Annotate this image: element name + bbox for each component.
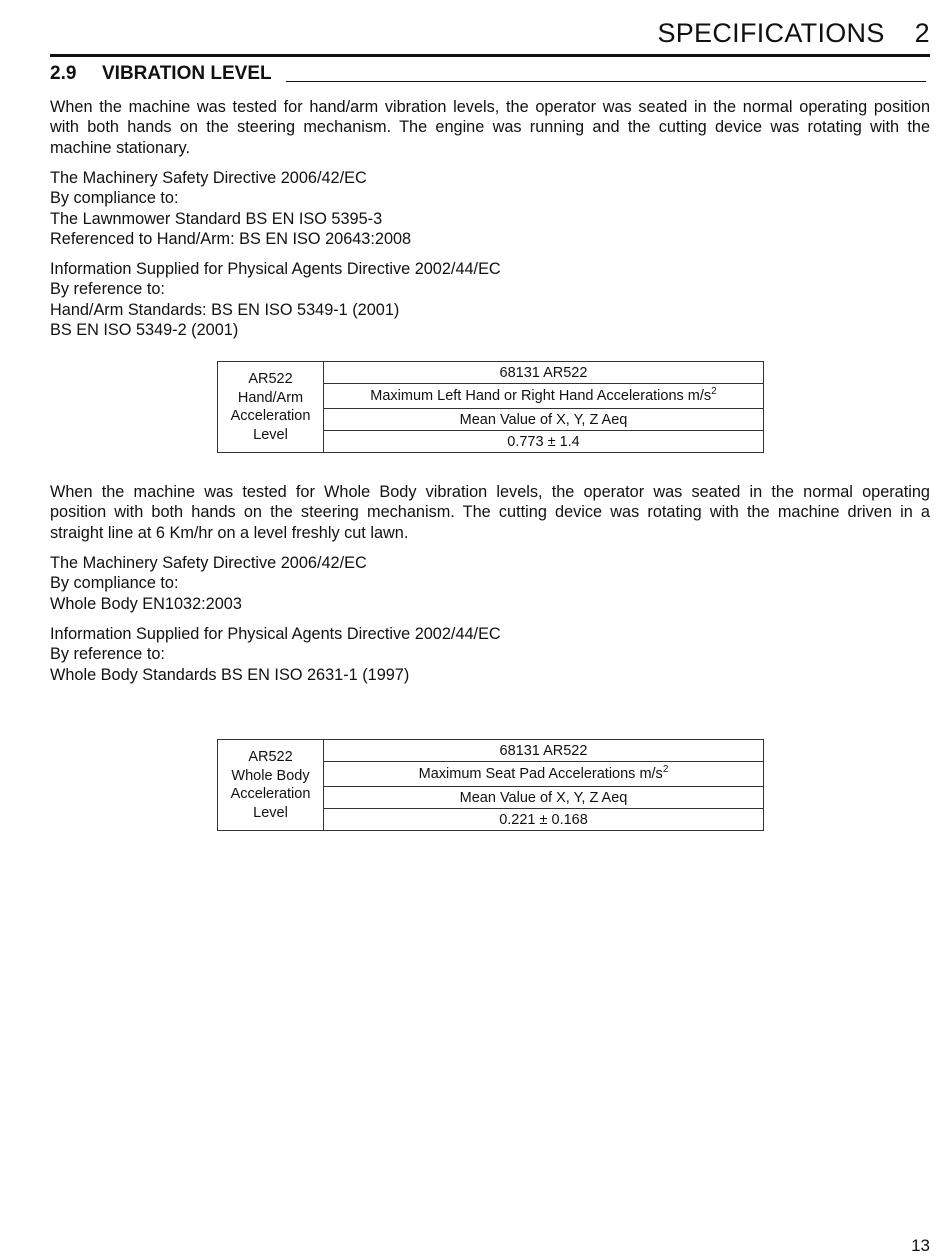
mean-cell: Mean Value of X, Y, Z Aeq: [324, 409, 764, 431]
measure-text: Maximum Left Hand or Right Hand Accelerations m/s: [370, 388, 712, 404]
hand-arm-directive-block: [50, 168, 930, 249]
whole-body-directive-block: [50, 553, 930, 614]
text-line: Referenced to Hand/Arm: BS EN ISO 20643:2008: [50, 229, 412, 248]
label-line: Acceleration: [230, 786, 311, 802]
label-line: Whole Body: [231, 767, 310, 784]
hand-arm-acceleration-table: [217, 361, 764, 453]
hand-arm-info-block: [50, 259, 930, 340]
paragraph-line: position with both hands on the steering mechanism. The cutting device was rotating with the machine driven in a: [50, 503, 930, 522]
paragraph-line: with both hands on the steering mechanism. The engine was running and the cutting device was rotating with the: [50, 118, 930, 137]
text-line: Hand/Arm Standards: BS EN ISO 5349-1 (2001): [50, 300, 400, 319]
value-cell: 0.221 ± 0.168: [324, 809, 764, 831]
measure-cell: [324, 384, 764, 409]
unit-exponent: 2: [711, 386, 717, 398]
text-line: Information Supplied for Physical Agents Directive 2002/44/EC: [50, 625, 501, 643]
measure-text: Maximum Seat Pad Accelerations m/s: [418, 766, 663, 782]
chapter-number: 2: [914, 18, 930, 48]
running-header: [657, 18, 930, 49]
header-title: SPECIFICATIONS: [657, 18, 885, 48]
paragraph-line: machine stationary.: [50, 138, 190, 157]
measure-cell: [324, 762, 764, 787]
model-cell: 68131 AR522: [324, 362, 764, 384]
text-line: By compliance to:: [50, 574, 179, 593]
text-line: Whole Body EN1032:2003: [50, 594, 242, 613]
paragraph-line: When the machine was tested for Whole Body vibration levels, the operator was seated in the normal operating: [50, 483, 930, 501]
value-cell: 0.773 ± 1.4: [324, 431, 764, 453]
whole-body-intro: [50, 482, 930, 543]
mean-cell: Mean Value of X, Y, Z Aeq: [324, 787, 764, 809]
model-cell: 68131 AR522: [324, 740, 764, 762]
text-line: By compliance to:: [50, 189, 179, 208]
label-line: Level: [253, 804, 288, 821]
table-row-label: [218, 740, 324, 831]
label-line: Hand/Arm: [237, 389, 304, 406]
text-line: Whole Body Standards BS EN ISO 2631-1 (1997): [50, 665, 410, 684]
paragraph-line: When the machine was tested for hand/arm vibration levels, the operator was seated in the normal operating position: [50, 98, 930, 116]
whole-body-acceleration-table: [217, 739, 764, 831]
label-line: AR522: [248, 749, 293, 765]
unit-exponent: 2: [662, 764, 669, 776]
text-line: Information Supplied for Physical Agents Directive 2002/44/EC: [50, 260, 501, 278]
text-line: BS EN ISO 5349-2 (2001): [50, 320, 239, 339]
section-number: 2.9: [50, 63, 77, 84]
label-line: Level: [253, 426, 288, 443]
label-line: Acceleration: [230, 408, 311, 424]
label-line: AR522: [248, 371, 293, 387]
page-number: 13: [911, 1236, 930, 1255]
table-row-label: [218, 362, 324, 453]
text-line: The Machinery Safety Directive 2006/42/EC: [50, 169, 367, 187]
paragraph-line: straight line at 6 Km/hr on a level freshly cut lawn.: [50, 523, 409, 542]
section-heading: [50, 63, 928, 85]
whole-body-info-block: [50, 624, 930, 685]
text-line: By reference to:: [50, 645, 165, 664]
header-rule: [50, 54, 930, 57]
section-underline: [286, 81, 926, 82]
hand-arm-intro: [50, 97, 930, 158]
text-line: By reference to:: [50, 280, 165, 299]
text-line: The Machinery Safety Directive 2006/42/EC: [50, 554, 367, 572]
text-line: The Lawnmower Standard BS EN ISO 5395-3: [50, 209, 383, 228]
section-title: VIBRATION LEVEL: [102, 63, 272, 84]
